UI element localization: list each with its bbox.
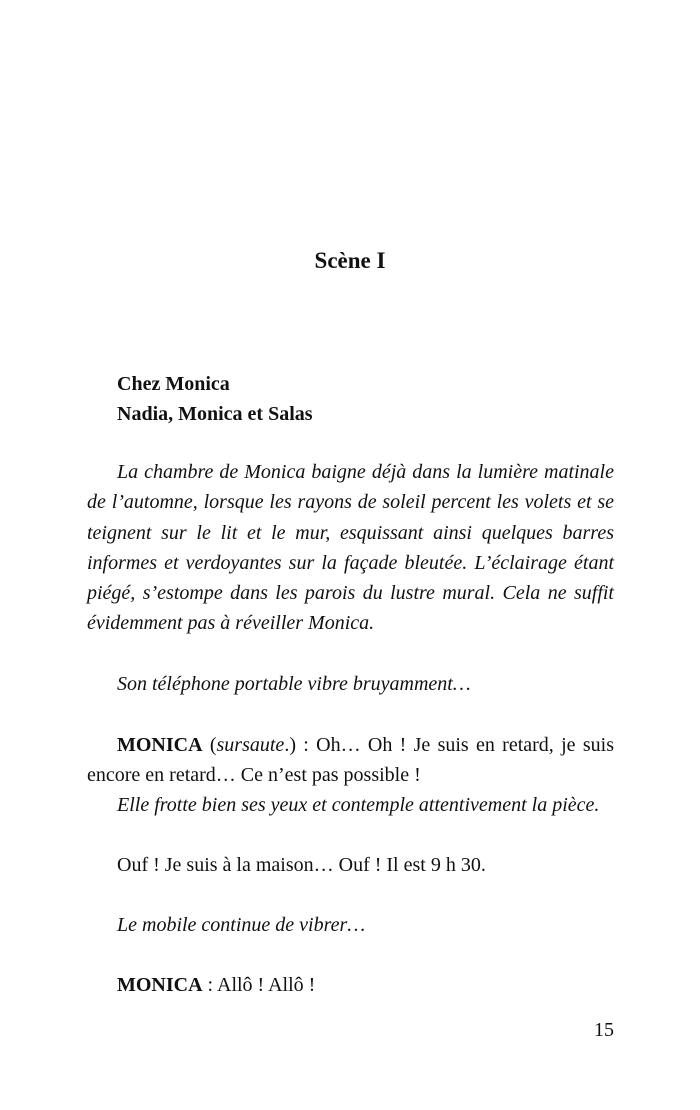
scene-setting — [117, 369, 313, 429]
dialogue-separator: : — [202, 974, 217, 996]
inline-stage-direction: sursaute — [216, 734, 285, 756]
stage-direction-opening: La chambre de Monica baigne déjà dans la lumière matinale de l’automne, lorsque les rayons de soleil percent les volets et se teignent sur le lit et le mur, esquissant ainsi quelques barres informes et verdoyantes sur la façade bleutée. L’éclairage étant piégé, s’estompe dans les parois du lustre mural. Cela ne suffit évidemment pas à réveiller Monica. — [87, 461, 614, 635]
setting-location: Chez Monica — [117, 373, 230, 395]
scene-title: Scène I — [314, 248, 386, 273]
stage-direction-mobile: Le mobile continue de vibrer… — [117, 914, 366, 936]
stage-direction-phone: Son téléphone portable vibre bruyamment… — [117, 673, 471, 695]
speaker-name: MONICA — [117, 734, 203, 756]
page-number: 15 — [594, 1019, 614, 1041]
dialogue-monica-1 — [87, 730, 614, 791]
setting-characters: Nadia, Monica et Salas — [117, 403, 313, 425]
dialogue-monica-1-continued: Ouf ! Je suis à la maison… Ouf ! Il est 9 h 30. — [117, 854, 486, 876]
dialogue-line: Oh… Oh ! Je suis en retard, je suis encore en retard… Ce n’est pas possible ! — [87, 734, 614, 787]
direction-open: ( — [202, 734, 217, 756]
stage-direction-rubs-eyes: Elle frotte bien ses yeux et contemple attentivement la pièce. — [117, 794, 600, 816]
direction-close: .) : — [284, 734, 317, 756]
dialogue-monica-2 — [87, 970, 614, 1000]
dialogue-line: Allô ! Allô ! — [217, 974, 316, 996]
speaker-name: MONICA — [117, 974, 203, 996]
